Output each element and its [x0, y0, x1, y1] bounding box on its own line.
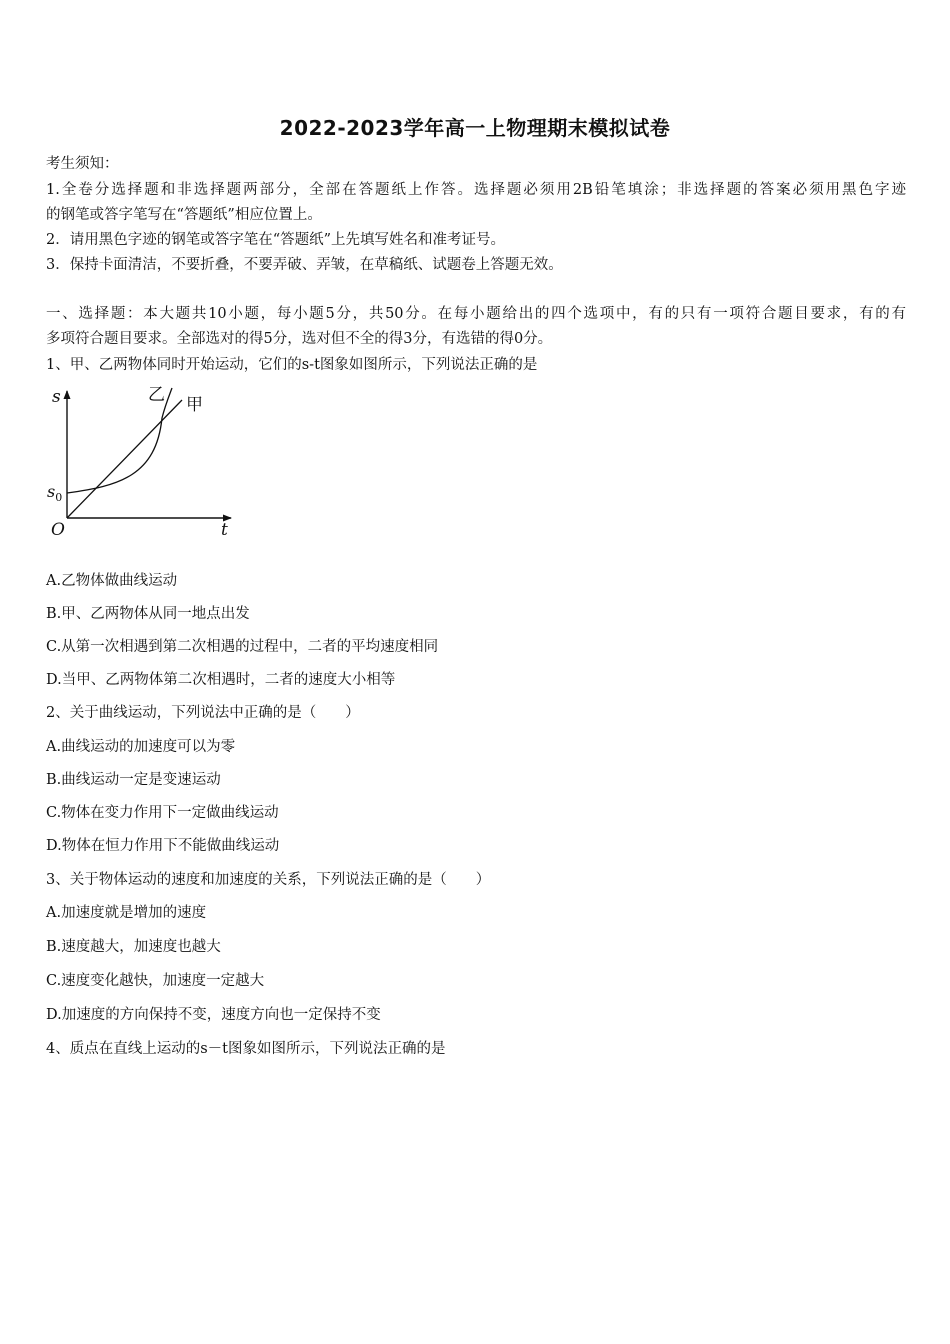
page-title: 2022-2023学年高一上物理期末模拟试卷 [279, 116, 671, 140]
question-1-option-d: D.当甲、乙两物体第二次相遇时，二者的速度大小相等 [46, 672, 396, 688]
question-3-option-d: D.加速度的方向保持不变，速度方向也一定保持不变 [46, 1007, 381, 1023]
question-3-option-a: A.加速度就是增加的速度 [46, 905, 207, 921]
notice-heading: 考生须知： [46, 156, 119, 172]
section-instructions-line-1: 一、选择题：本大题共10小题，每小题5分，共50分。在每小题给出的四个选项中，有的只有一项符合题目要求，有的有 [46, 306, 906, 322]
question-2-stem: 2、关于曲线运动，下列说法中正确的是（ ） [46, 705, 360, 721]
question-3-option-b: B.速度越大，加速度也越大 [46, 939, 221, 955]
line-jia [67, 400, 182, 518]
s-axis-label: s [52, 387, 61, 407]
question-2-option-d: D.物体在恒力作用下不能做曲线运动 [46, 838, 280, 854]
question-2-option-b: B.曲线运动一定是变速运动 [46, 772, 221, 788]
line-jia-label: 甲 [186, 395, 203, 415]
s0-label [47, 482, 62, 504]
st-graph-svg [44, 378, 244, 548]
curve-yi-label: 乙 [148, 385, 165, 405]
question-1-option-c: C.从第一次相遇到第二次相遇的过程中，二者的平均速度相同 [46, 639, 439, 655]
origin-label: O [51, 520, 65, 540]
question-1-st-graph [44, 378, 244, 548]
question-2-option-c: C.物体在变力作用下一定做曲线运动 [46, 805, 279, 821]
s0-subscript: 0 [55, 491, 63, 504]
s0-main: s [47, 482, 56, 501]
question-3-stem: 3、关于物体运动的速度和加速度的关系，下列说法正确的是（ ） [46, 872, 491, 888]
notice-item-3: 3．保持卡面清洁，不要折叠，不要弄破、弄皱，在草稿纸、试题卷上答题无效。 [46, 257, 563, 273]
notice-item-2: 2．请用黑色字迹的钢笔或答字笔在“答题纸”上先填写姓名和准考证号。 [46, 232, 506, 248]
question-1-option-a: A.乙物体做曲线运动 [46, 573, 178, 589]
question-1-option-b: B.甲、乙两物体从同一地点出发 [46, 606, 250, 622]
notice-item-1-line-1: 1.全卷分选择题和非选择题两部分，全部在答题纸上作答。选择题必须用2B铅笔填涂；非选择题的答案必须用黑色字迹 [46, 182, 906, 198]
question-4-stem: 4、质点在直线上运动的s－t图象如图所示，下列说法正确的是 [46, 1041, 446, 1057]
section-instructions-line-2: 多项符合题目要求。全部选对的得5分，选对但不全的得3分，有选错的得0分。 [46, 331, 553, 347]
question-1-stem: 1、甲、乙两物体同时开始运动，它们的s-t图象如图所示，下列说法正确的是 [46, 357, 538, 373]
question-2-option-a: A.曲线运动的加速度可以为零 [46, 739, 236, 755]
t-axis-label: t [221, 520, 228, 540]
question-3-option-c: C.速度变化越快，加速度一定越大 [46, 973, 265, 989]
notice-item-1-line-2: 的钢笔或答字笔写在“答题纸”相应位置上。 [46, 207, 322, 223]
